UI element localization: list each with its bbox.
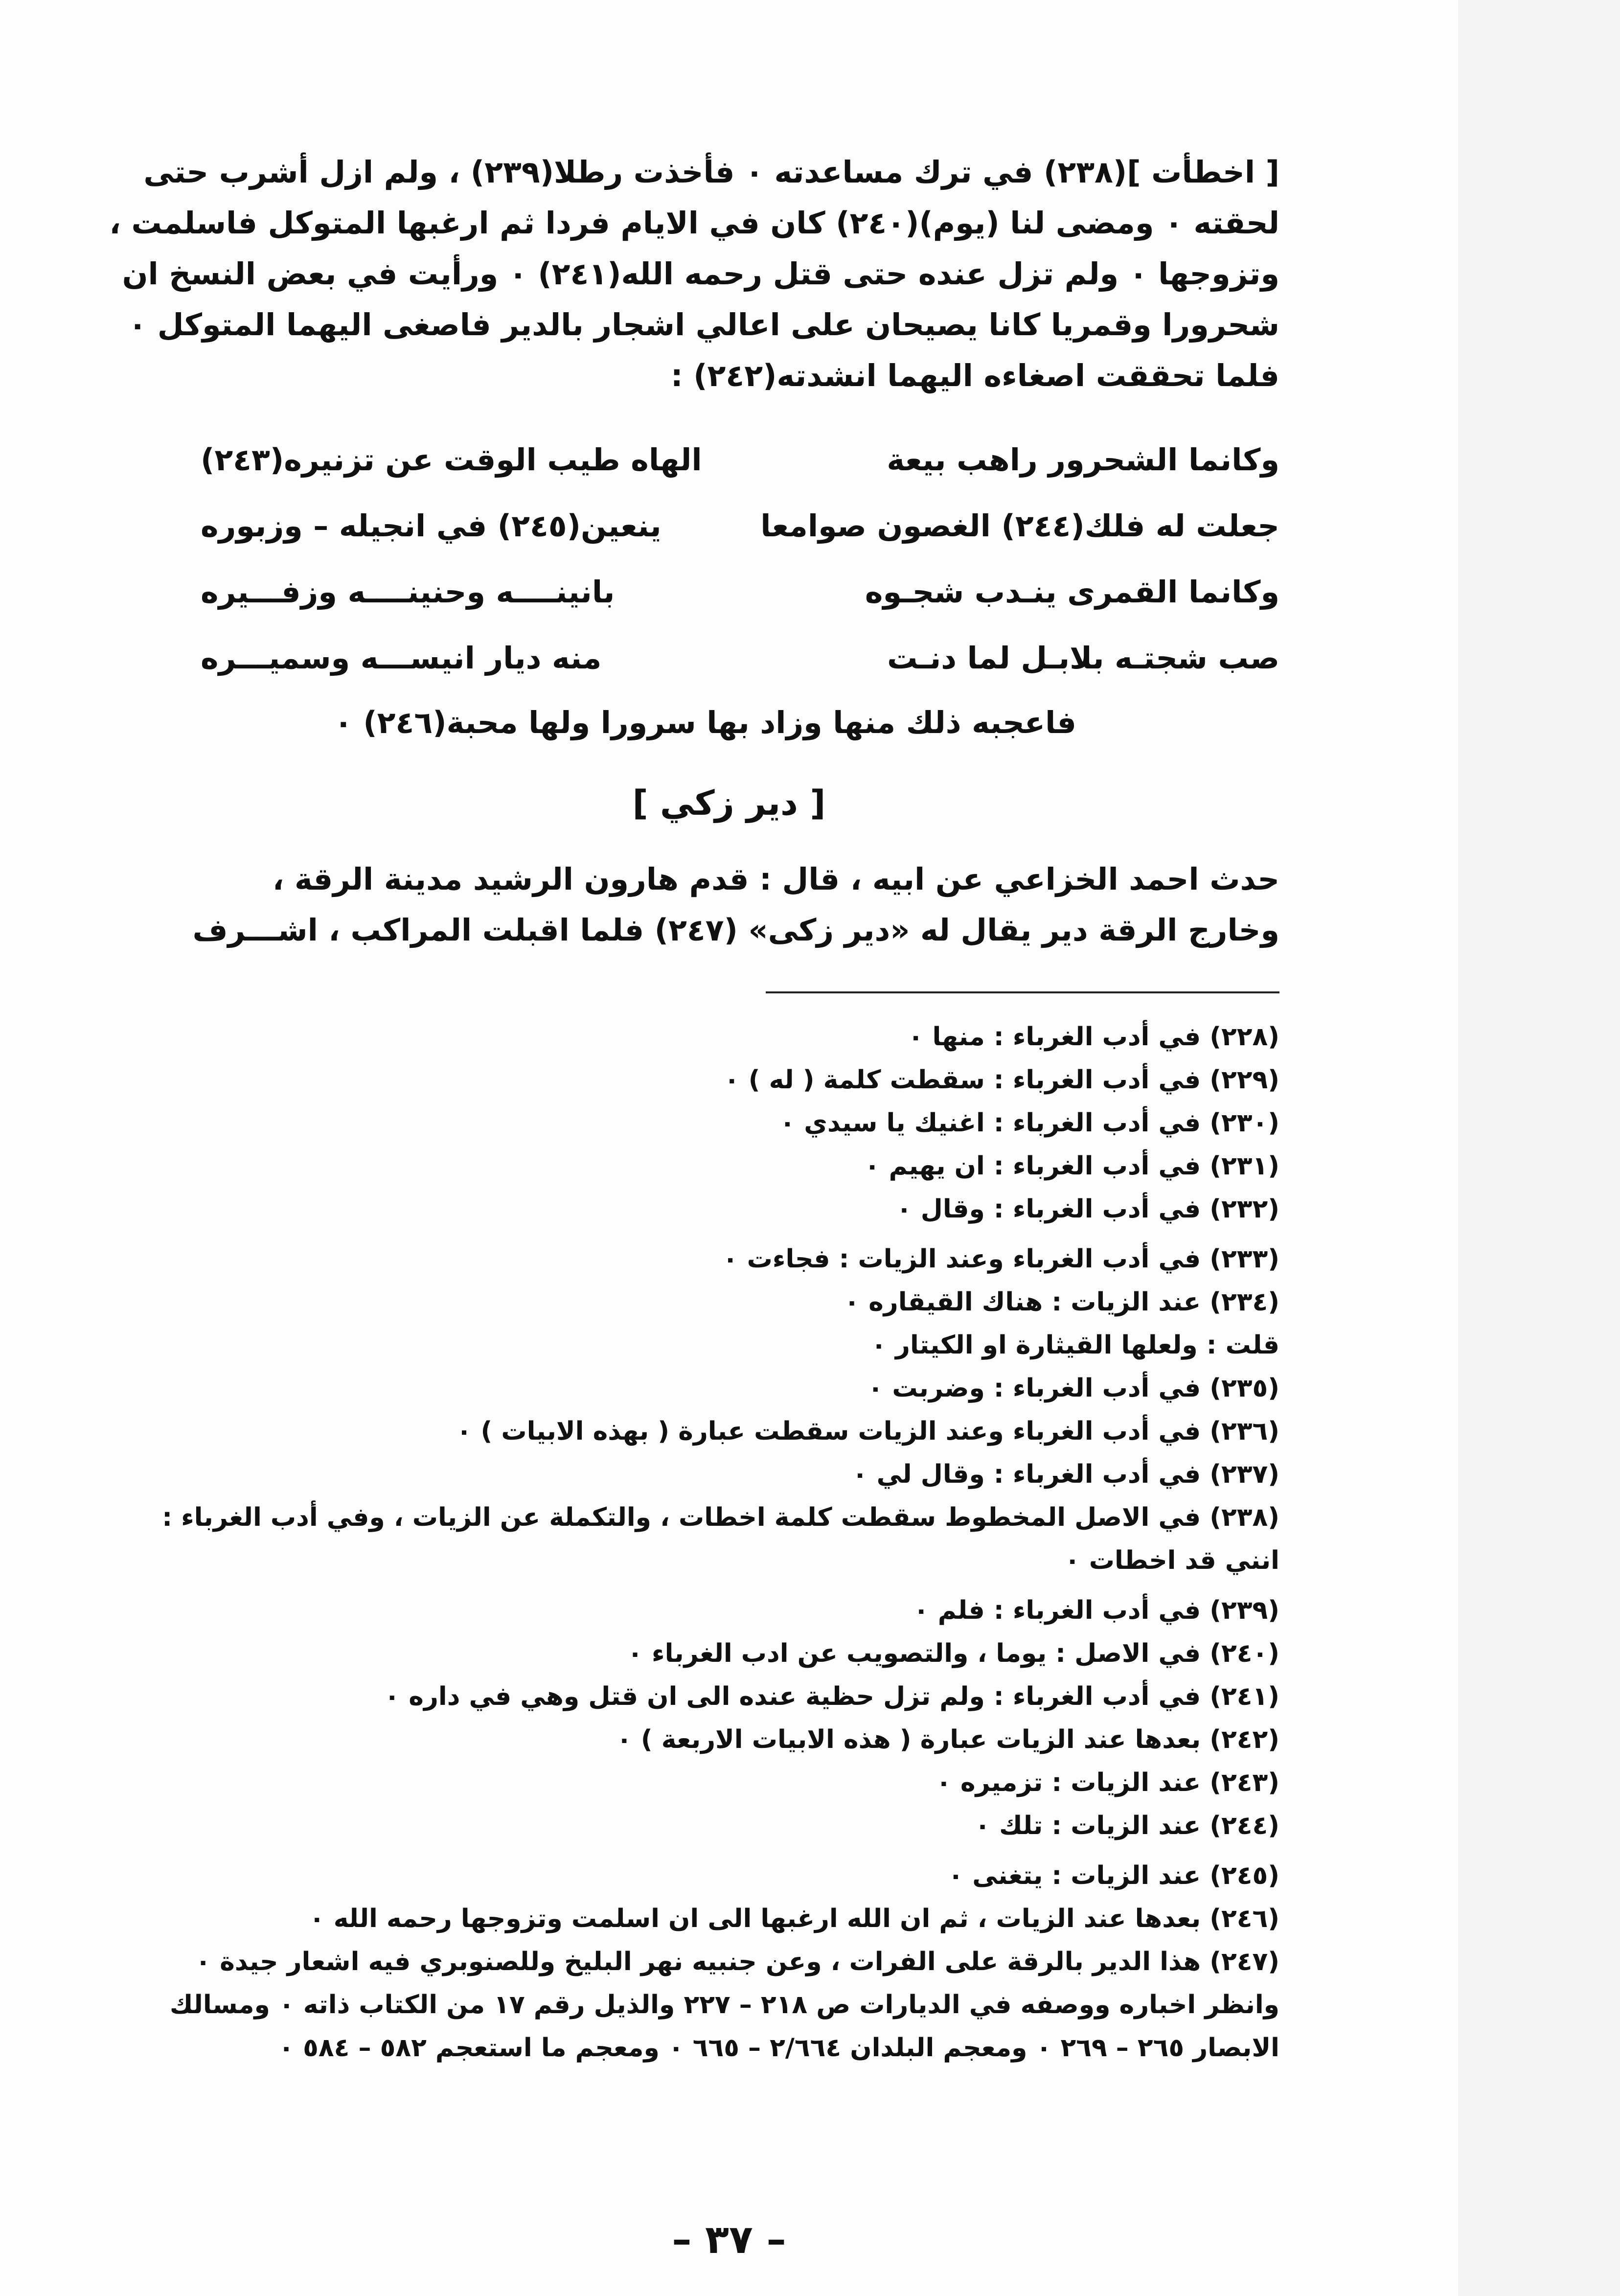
- footnote: (٢٤٧) هذا الدير بالرقة على الفرات ، وعن جنبيه نهر البليخ وللصنوبري فيه اشعار جيدة ٠: [195, 1947, 1279, 1976]
- footnote: (٢٤٥) عند الزيات : يتغنى ٠: [948, 1861, 1279, 1890]
- poem-first-hemistich: وكانما الشحرور راهب بيعة: [887, 442, 1279, 478]
- section-paragraph: [157, 854, 1279, 956]
- poem: [201, 431, 1279, 695]
- poem-second-hemistich: منه ديار انيســـه وسميـــره: [201, 640, 602, 676]
- footnote: (٢٣١) في أدب الغرباء : ان يهيم ٠: [864, 1151, 1279, 1181]
- footnote: (٢٣٥) في أدب الغرباء : وضربت ٠: [867, 1374, 1279, 1403]
- scan-margin: [1458, 0, 1620, 2296]
- poem-first-hemistich: صب شجتـه بلابـل لما دنـت: [887, 640, 1279, 676]
- footnote: (٢٣٦) في أدب الغرباء وعند الزيات سقطت عبارة ( بهذه الابيات ) ٠: [456, 1417, 1279, 1446]
- section-heading-text: [ دير زكي ]: [632, 783, 826, 823]
- footnote: (٢٤١) في أدب الغرباء : ولم تزل حظية عنده الى ان قتل وهي في داره ٠: [384, 1682, 1279, 1711]
- main-paragraph: [109, 147, 1279, 401]
- footnote-continuation: انني قد اخطات ٠: [1064, 1546, 1279, 1575]
- footnote: (٢٣٩) في أدب الغرباء : فلم ٠: [913, 1596, 1279, 1625]
- page-number: – ٣٧ –: [672, 2217, 786, 2262]
- footnotes: [147, 1015, 1279, 2069]
- text-line: [ اخطأت ](٢٣٨) في ترك مساعدته ٠ فأخذت رطلا(٢٣٩) ، ولم ازل أشرب حتى: [143, 154, 1279, 190]
- footnote: (٢٣٢) في أدب الغرباء : وقال ٠: [896, 1194, 1279, 1224]
- poem-verse: [201, 497, 1279, 563]
- text-line: شحرورا وقمريا كانا يصيحان على اعالي اشجار بالدير فاصغى اليهما المتوكل ٠: [128, 307, 1279, 343]
- footnote: (٢٣٤) عند الزيات : هناك القيقاره ٠: [844, 1287, 1279, 1317]
- poem-verse: [201, 563, 1279, 629]
- footnote: قلت : ولعلها القيثارة او الكيتار ٠: [871, 1331, 1279, 1360]
- poem-verse: [201, 431, 1279, 497]
- text-line: فلما تحققت اصغاءه اليهما انشدته(٢٤٢) :: [670, 358, 1279, 393]
- poem-first-hemistich: وكانما القمرى ينـدب شجـوه: [865, 574, 1279, 610]
- footnote-continuation: الابصار ٢٦٥ – ٢٦٩ ٠ ومعجم البلدان ٢/٦٦٤ – ٦٦٥ ٠ ومعجم ما استعجم ٥٨٢ – ٥٨٤ ٠: [278, 2033, 1279, 2063]
- footnote-divider: [766, 991, 1279, 993]
- closing-line: فاعجبه ذلك منها وزاد بها سرورا ولها محبة(٢٤٦) ٠: [334, 705, 1076, 740]
- poem-verse: [201, 629, 1279, 695]
- footnote: (٢٤٢) بعدها عند الزيات عبارة ( هذه الابيات الاربعة ) ٠: [616, 1725, 1279, 1754]
- poem-second-hemistich: ينعين(٢٤٥) في انجيله – وزبوره: [201, 508, 662, 544]
- footnote: (٢٤٦) بعدها عند الزيات ، ثم ان الله ارغبها الى ان اسلمت وتزوجها رحمه الله ٠: [309, 1904, 1279, 1933]
- footnote: (٢٣٧) في أدب الغرباء : وقال لي ٠: [852, 1460, 1279, 1489]
- footnote: (٢٤٣) عند الزيات : تزميره ٠: [936, 1768, 1279, 1797]
- section-heading: [0, 783, 1458, 823]
- footnote: (٢٢٨) في أدب الغرباء : منها ٠: [908, 1022, 1279, 1052]
- text-line: وتزوجها ٠ ولم تزل عنده حتى قتل رحمه الله(٢٤١) ٠ ورأيت في بعض النسخ ان: [122, 256, 1279, 292]
- footnote: (٢٢٩) في أدب الغرباء : سقطت كلمة ( له ) ٠: [724, 1065, 1279, 1095]
- footnote: (٢٤٤) عند الزيات : تلك ٠: [975, 1811, 1279, 1840]
- text-line: حدث احمد الخزاعي عن ابيه ، قال : قدم هارون الرشيد مدينة الرقة ،: [272, 861, 1279, 897]
- poem-first-hemistich: جعلت له فلك(٢٤٤) الغصون صوامعا: [760, 508, 1279, 544]
- footnote-continuation: وانظر اخباره ووصفه في الديارات ص ٢١٨ – ٢٢٧ والذيل رقم ١٧ من الكتاب ذاته ٠ ومسالك: [169, 1990, 1279, 2020]
- footnote: (٢٤٠) في الاصل : يوما ، والتصويب عن ادب الغرباء ٠: [627, 1639, 1279, 1668]
- poem-second-hemistich: بانينــــه وحنينــــه وزفـــيره: [201, 574, 615, 610]
- text-line: لحقته ٠ ومضى لنا (يوم)(٢٤٠) كان في الايام فردا ثم ارغبها المتوكل فاسلمت ،: [109, 205, 1279, 241]
- poem-second-hemistich: الهاه طيب الوقت عن تزنيره(٢٤٣): [201, 442, 702, 478]
- footnote: (٢٣٠) في أدب الغرباء : اغنيك يا سيدي ٠: [779, 1108, 1279, 1138]
- footnote: (٢٣٨) في الاصل المخطوط سقطت كلمة اخطات ، والتكملة عن الزيات ، وفي أدب الغرباء :: [162, 1503, 1279, 1532]
- text-line: وخارج الرقة دير يقال له «دير زكى» (٢٤٧) فلما اقبلت المراكب ، اشـــرف: [192, 912, 1279, 948]
- footnote: (٢٣٣) في أدب الغرباء وعند الزيات : فجاءت ٠: [722, 1244, 1279, 1274]
